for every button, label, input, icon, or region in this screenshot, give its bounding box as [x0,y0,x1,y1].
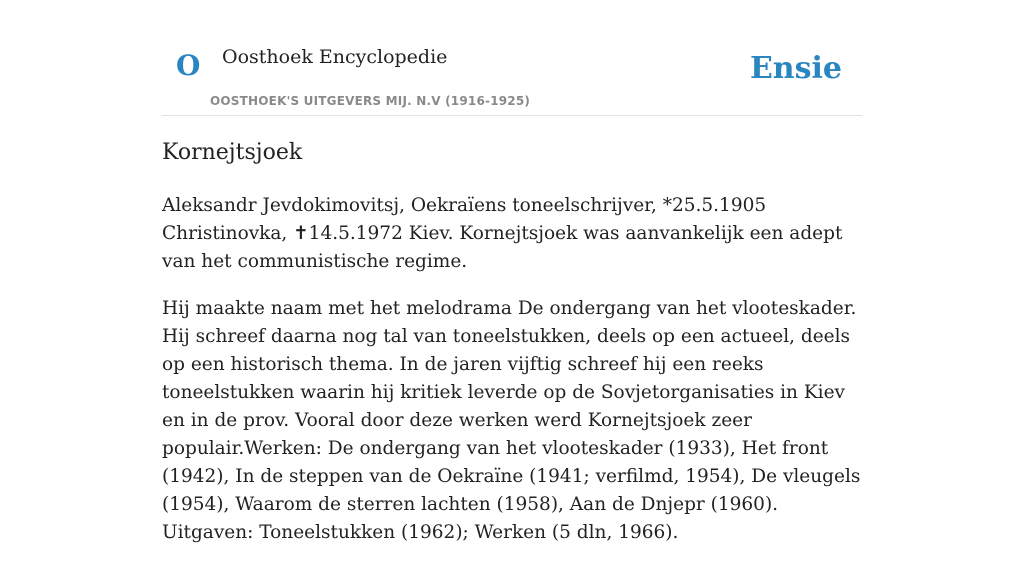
page [162,0,862,543]
site-title[interactable]: Oosthoek Encyclopedie [222,46,448,68]
article-headword: Kornejtsjoek [162,140,303,165]
logo-icon[interactable]: O [176,49,201,82]
article-body [162,192,862,566]
ensie-brand-link[interactable]: Ensie [749,51,842,86]
site-header [162,0,862,116]
article-paragraph: Hij maakte naam met het melodrama De ondergang van het vlooteskader. Hij schreef daarna nog tal van toneelstukken, deels op een actueel, deels op een historisch thema. In de jaren vijftig schreef hij een reeks toneelstukken waarin hij kritiek leverde op de Sovjetorganisaties in Kiev en in de prov. Vooral door deze werken werd Kornejtsjoek zeer populair.Werken: De ondergang van het vlooteskader (1933), Het front (1942), In de steppen van de Oekraïne (1941; verfilmd, 1954), De vleugels (1954), Waarom de sterren lachten (1958), Aan de Dnjepr (1960). Uitgaven: Toneelstukken (1962); Werken (5 dln, 1966). [162,298,861,543]
publisher-label: OOSTHOEK'S UITGEVERS MIJ. N.V (1916-1925) [210,94,531,108]
article-paragraph: Aleksandr Jevdokimovitsj, Oekraïens toneelschrijver, *25.5.1905 Christinovka, ✝14.5.1972 Kiev. Kornejtsjoek was aanvankelijk een adept van het communistische regime. [162,195,843,272]
